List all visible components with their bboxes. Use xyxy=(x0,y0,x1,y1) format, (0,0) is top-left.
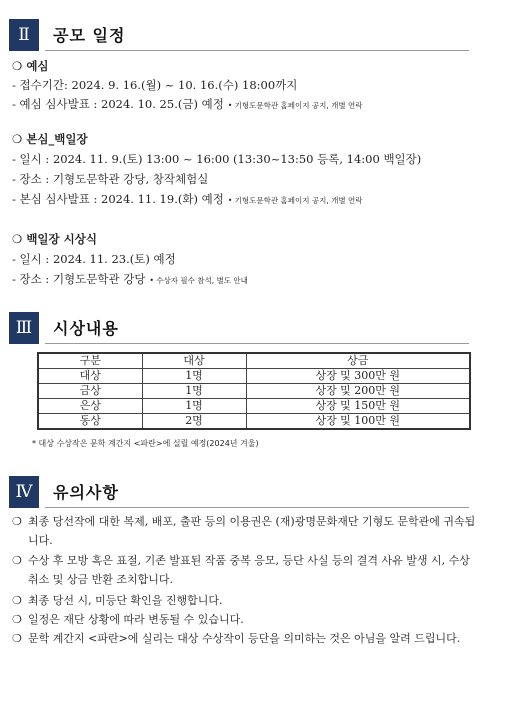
group-heading: ❍ 백일장 시상식 xyxy=(12,232,97,246)
line-note: • 수상자 필수 참석, 별도 안내 xyxy=(149,276,248,285)
line-text: - 접수기간: 2024. 9. 16.(월) ~ 10. 16.(수) 18:00까지 xyxy=(12,78,298,92)
column-header: 상금 xyxy=(246,353,470,369)
section-number: Ⅳ xyxy=(9,476,39,508)
table-cell: 상장 및 100만 원 xyxy=(246,414,470,430)
circle-bullet-icon: ❍ xyxy=(12,594,22,607)
table-header-row xyxy=(38,353,470,369)
schedule-line xyxy=(12,251,176,267)
table-cell: 동상 xyxy=(38,414,142,430)
line-text: - 일시 : 2024. 11. 23.(토) 예정 xyxy=(12,252,176,266)
line-text: - 본심 심사발표 : 2024. 11. 19.(화) 예정 xyxy=(12,192,224,206)
group-heading: ❍ 본심_백일장 xyxy=(12,132,88,146)
line-text: - 일시 : 2024. 11. 9.(토) 13:00 ~ 16:00 (13:30~13:50 등록, 14:00 백일장) xyxy=(12,152,422,166)
line-text: - 예심 심사발표 : 2024. 10. 25.(금) 예정 xyxy=(12,97,224,111)
section-header-schedule xyxy=(9,19,469,51)
schedule-line xyxy=(12,96,362,112)
section-header-notes xyxy=(9,476,469,508)
circle-bullet-icon: ❍ xyxy=(12,554,22,567)
notice-text: 일정은 재단 상황에 따라 변동될 수 있습니다. xyxy=(28,613,244,626)
table-cell: 은상 xyxy=(38,399,142,414)
section-title: 유의사항 xyxy=(53,483,119,502)
section-number: Ⅲ xyxy=(9,312,39,344)
notice-text: 문학 계간지 <파란>에 실리는 대상 수상작이 등단을 의미하는 것은 아님을 알려 드립니다. xyxy=(28,632,461,645)
section-divider xyxy=(45,50,469,51)
section-divider xyxy=(45,343,469,344)
table-cell: 상장 및 150만 원 xyxy=(246,399,470,414)
table-row xyxy=(38,369,470,384)
table-footnote: * 대상 수상작은 문학 계간지 <파란>에 실릴 예정(2024년 겨울) xyxy=(32,439,259,448)
schedule-line xyxy=(12,191,362,207)
table-row xyxy=(38,384,470,399)
table-cell: 1명 xyxy=(142,399,246,414)
table-row xyxy=(38,414,470,430)
prize-table xyxy=(37,352,471,430)
notice-item xyxy=(12,591,482,610)
line-note: • 기형도문학관 홈페이지 공지, 개별 연락 xyxy=(227,196,363,205)
notice-item xyxy=(12,610,482,629)
table-row xyxy=(38,399,470,414)
table-cell: 금상 xyxy=(38,384,142,399)
schedule-line xyxy=(12,271,248,287)
group-heading: ❍ 예심 xyxy=(12,59,49,73)
column-header: 대상 xyxy=(142,353,246,369)
section-title: 공모 일정 xyxy=(53,26,126,45)
circle-bullet-icon: ❍ xyxy=(12,613,22,626)
line-text: - 장소 : 기형도문학관 강당, 창작체험실 xyxy=(12,172,209,186)
notice-item xyxy=(12,629,482,648)
schedule-line xyxy=(12,171,208,187)
circle-bullet-icon: ❍ xyxy=(12,515,22,528)
schedule-line xyxy=(12,77,297,93)
section-title: 시상내용 xyxy=(53,319,119,338)
notice-item xyxy=(12,512,482,550)
schedule-line xyxy=(12,151,421,167)
circle-bullet-icon: ❍ xyxy=(12,632,22,645)
column-header: 구분 xyxy=(38,353,142,369)
table-cell: 상장 및 300만 원 xyxy=(246,369,470,384)
section-number: Ⅱ xyxy=(9,19,39,51)
table-cell: 1명 xyxy=(142,384,246,399)
notice-text: 최종 당선 시, 미등단 확인을 진행합니다. xyxy=(28,594,223,607)
line-text: - 장소 : 기형도문학관 강당 xyxy=(12,272,146,286)
table-cell: 상장 및 200만 원 xyxy=(246,384,470,399)
table-cell: 1명 xyxy=(142,369,246,384)
notice-text: 수상 후 모방 혹은 표절, 기존 발표된 작품 중복 응모, 등단 사실 등의 결격 사유 발생 시, 수상 취소 및 상금 반환 조치합니다. xyxy=(28,554,470,586)
notice-text: 최종 당선작에 대한 복제, 배포, 출판 등의 이용권은 (재)광명문화재단 기형도 문학관에 귀속됩니다. xyxy=(28,515,476,547)
section-header-prizes xyxy=(9,312,469,344)
table-cell: 대상 xyxy=(38,369,142,384)
notice-item xyxy=(12,551,482,589)
line-note: • 기형도문학관 홈페이지 공지, 개별 연락 xyxy=(227,101,363,110)
table-cell: 2명 xyxy=(142,414,246,430)
section-divider xyxy=(45,507,469,508)
